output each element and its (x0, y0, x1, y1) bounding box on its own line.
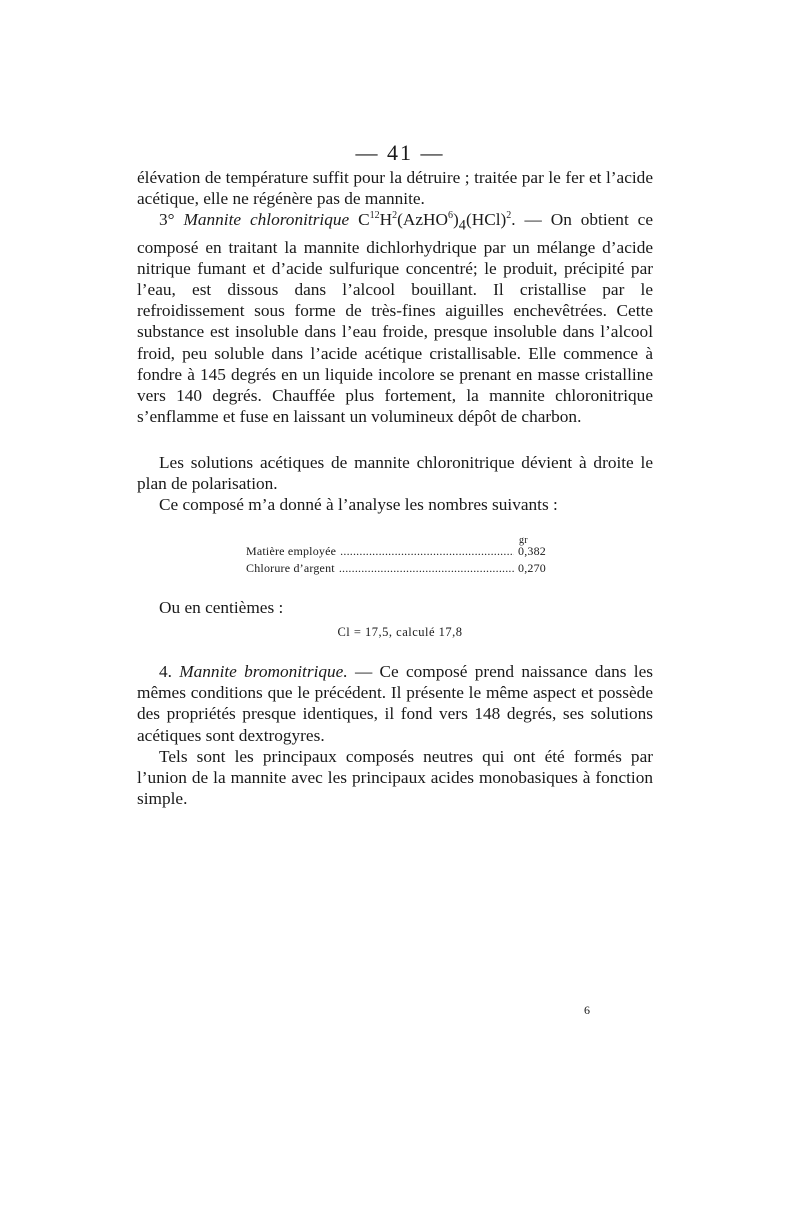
paragraph-3 (137, 452, 653, 494)
section-title: Mannite bromonitrique. (179, 662, 348, 681)
formula-paren: ) (452, 210, 459, 229)
paragraph-1 (137, 167, 653, 209)
table-row-value: 0,270 (518, 561, 546, 575)
paragraph-6 (137, 661, 653, 746)
paragraph-7-text: Tels sont les principaux composés neutres qui ont été formés par l’union de la mannite avec les principaux acides monobasiques à fonction simple. (137, 747, 653, 809)
analysis-table (246, 543, 546, 577)
page-number: — 41 — (355, 140, 445, 165)
formula-sup: 12 (369, 210, 380, 222)
formula-azho: (AzHO (397, 210, 448, 229)
table-row (246, 543, 546, 560)
formula-h: H (379, 210, 393, 229)
formula-sup: 2 (506, 210, 512, 222)
paragraph-3-text: Les solutions acétiques de mannite chloronitrique dévient à droite le plan de polarisation. (137, 453, 653, 494)
leader-dots (340, 543, 514, 560)
paragraph-2 (137, 209, 653, 427)
section-title: Mannite chloronitrique (183, 210, 350, 229)
formula-sup: 6 (447, 210, 453, 222)
paragraph-4-text: Ce composé m’a donné à l’analyse les nombres suivants : (159, 495, 558, 514)
centesimal-formula: Cl = 17,5, calculé 17,8 (337, 625, 463, 639)
paragraph-4 (137, 494, 653, 515)
table-row-label: Chlorure d’argent (246, 561, 335, 575)
paragraph-7 (137, 746, 653, 810)
formula-hcl: (HCl) (465, 210, 507, 229)
paragraph-1-text: élévation de température suffit pour la détruire ; traitée par le fer et l’acide acétique, elle ne régénère pas de mannite. (137, 168, 653, 209)
table-unit: gr (519, 535, 528, 546)
paragraph-5 (137, 597, 653, 618)
formula-c: C (349, 210, 370, 229)
table-row (246, 560, 546, 577)
paragraph-2-body: . — On obtient ce composé en traitant la mannite dichlorhydrique par un mélange d’acide nitrique fumant et d’acide sulfurique concentré; le produit, précipité par l’eau, est dissous dans l’alcool bouillant. Il cristallise par le refroidissement sous forme de très-fines aiguilles enchevêtrées. Cette substance est insoluble dans l’eau froide, presque insoluble dans l’alcool froid, peu soluble dans l’acide acétique cristallisable. Elle commence à fondre à 145 degrés en un liquide incolore se prenant en masse cristalline vers 140 degrés. Chauffée plus fortement, la mannite chloronitrique s’enflamme et fuse en laissant un volumineux dépôt de charbon. (137, 210, 653, 427)
table-row-label: Matière employée (246, 544, 337, 558)
formula-sub: 4 (458, 217, 466, 234)
paragraph-5-text: Ou en centièmes : (159, 598, 284, 617)
signature-mark: 6 (584, 1003, 590, 1017)
paragraph-6-body: — Ce composé prend naissance dans les mêmes conditions que le précédent. Il présente le même aspect et possède des propriétés presque identiques, il fond vers 148 degrés, ses solutions acétiques sont dextrogyres. (137, 662, 653, 745)
table-row-value: 0,382 (518, 544, 546, 558)
section-number: 4. (159, 662, 180, 681)
section-number: 3° (159, 210, 184, 229)
leader-dots (339, 560, 514, 577)
formula-sup: 2 (392, 210, 398, 222)
